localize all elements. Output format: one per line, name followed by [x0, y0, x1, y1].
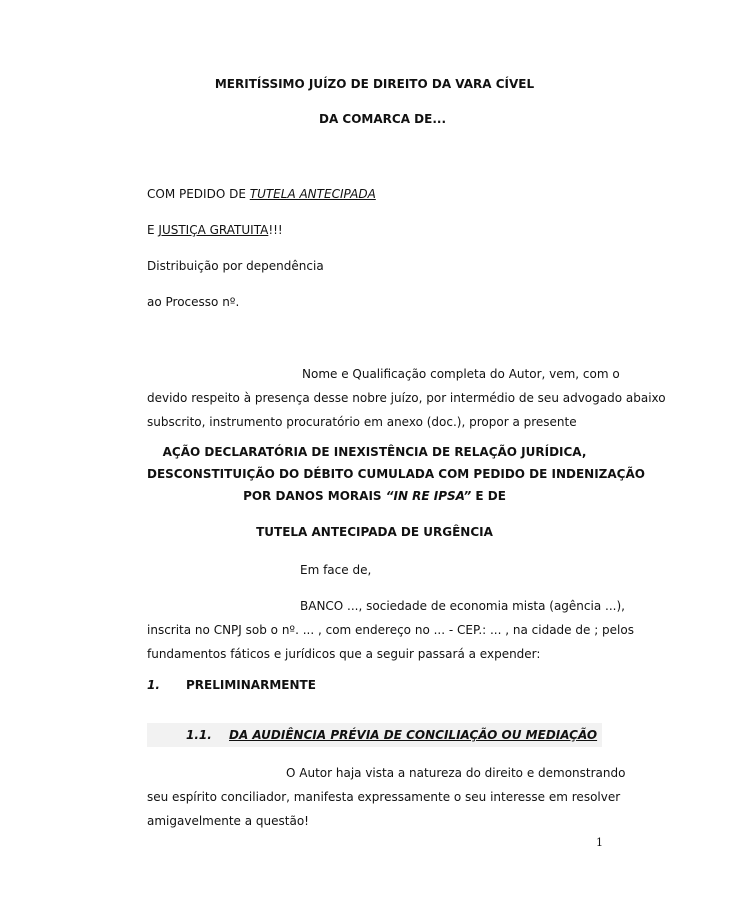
defendant-line1-rest: sociedade de economia mista (agência ...),: [362, 599, 625, 613]
request-justica-line: [147, 223, 283, 237]
section1-1-number: 1.1.: [186, 728, 212, 742]
intro-line3: subscrito, instrumento procuratório em anexo (doc.), propor a presente: [147, 415, 577, 429]
conciliation-line1: O Autor haja vista a natureza do direito e demonstrando: [286, 766, 626, 780]
court-header-line1: MERITÍSSIMO JUÍZO DE DIREITO DA VARA CÍVEL: [214, 77, 535, 91]
defendant-line1: [300, 599, 625, 613]
action-title-line1: AÇÃO DECLARATÓRIA DE INEXISTÊNCIA DE RELAÇÃO JURÍDICA,: [162, 445, 587, 459]
action-title-line3-prefix: POR DANOS MORAIS: [243, 489, 386, 503]
defendant-line3: fundamentos fáticos e jurídicos que a seguir passará a expender:: [147, 647, 541, 661]
action-title-line2: DESCONSTITUIÇÃO DO DÉBITO CUMULADA COM PEDIDO DE INDENIZAÇÃO: [147, 467, 645, 481]
section1-title: PRELIMINARMENTE: [186, 678, 316, 692]
distribution-line: Distribuição por dependência: [147, 259, 324, 273]
defendant-line2: inscrita no CNPJ sob o nº. ... , com endereço no ... - CEP.: ... , na cidade de ; pelos: [147, 623, 634, 637]
section1-1-title: DA AUDIÊNCIA PRÉVIA DE CONCILIAÇÃO OU MEDIAÇÃO: [229, 728, 598, 742]
section1-number: 1.: [147, 678, 160, 692]
request-tutela-line: [147, 187, 376, 201]
defendant-bank: BANCO ...,: [300, 599, 363, 613]
action-title-line4: TUTELA ANTECIPADA DE URGÊNCIA: [256, 525, 493, 539]
request-justica-suffix: !!!: [268, 223, 283, 237]
action-title-line3-suffix: E DE: [471, 489, 506, 503]
request-tutela-emph: TUTELA ANTECIPADA: [249, 187, 376, 201]
process-line: ao Processo nº.: [147, 295, 240, 309]
request-justica-emph: JUSTIÇA GRATUITA: [158, 223, 269, 237]
page-number: 1: [596, 836, 603, 849]
conciliation-line3: amigavelmente a questão!: [147, 814, 309, 828]
action-title-in-re-ipsa: “IN RE IPSA”: [385, 489, 472, 503]
request-tutela-prefix: COM PEDIDO DE: [147, 187, 250, 201]
intro-line1: Nome e Qualificação completa do Autor, vem, com o: [302, 367, 620, 381]
intro-line2: devido respeito à presença desse nobre juízo, por intermédio de seu advogado abaixo: [147, 391, 666, 405]
defendant-intro: Em face de,: [300, 563, 372, 577]
conciliation-line2: seu espírito conciliador, manifesta expressamente o seu interesse em resolver: [147, 790, 621, 804]
action-title-line3: [147, 489, 602, 503]
court-header-line2: DA COMARCA DE...: [319, 112, 447, 126]
request-justica-prefix: E: [147, 223, 159, 237]
